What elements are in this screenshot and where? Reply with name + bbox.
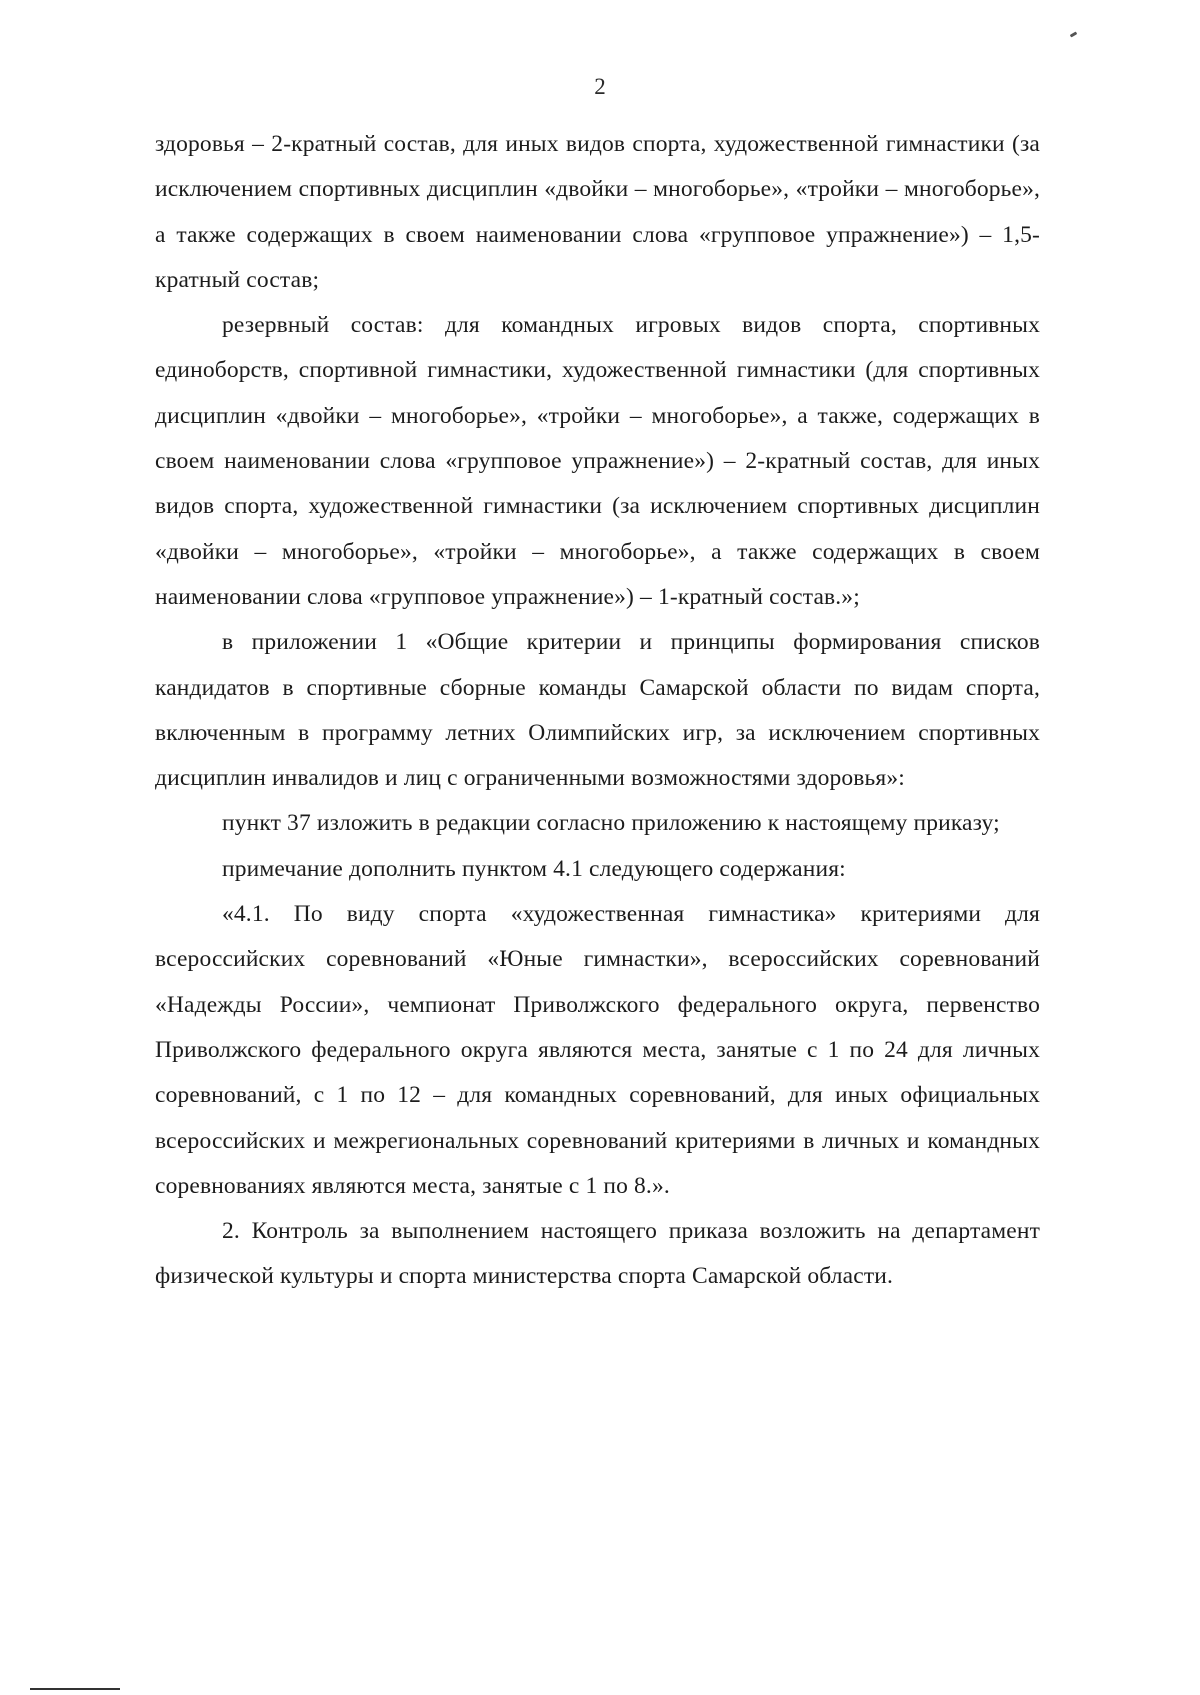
paragraph-item-37: пункт 37 изложить в редакции согласно приложению к настоящему приказу; xyxy=(222,810,1000,837)
paragraph-appendix-1: в приложении 1 «Общие критерии и принципы формирования списков кандидатов в спортивные сборные команды Самарской области по видам спорта, включенным в программу летних Олимпийских игр, за исключением спортивных дисциплин инвалидов и лиц с ограниченными возможностями здоровья»: xyxy=(155,629,1040,792)
scan-mark xyxy=(1070,31,1078,37)
paragraph-note-4-1: «4.1. По виду спорта «художественная гимнастика» критериями для всероссийских соревнований «Юные гимнастки», всероссийских соревнований «Надежды России», чемпионат Приволжского федерального округа, первенство Приволжского федерального округа являются места, занятые с 1 по 24 для личных соревнований, с 1 по 12 – для командных соревнований, для иных официальных всероссийских и межрегиональных соревнований критериями в личных и командных соревнованиях являются места, занятые с 1 по 8.». xyxy=(155,901,1040,1199)
paragraph-continuation: здоровья – 2-кратный состав, для иных видов спорта, художественной гимнастики (за исключением спортивных дисциплин «двойки – многоборье», «тройки – многоборье», а также содержащих в своем наименовании слова «групповое упражнение») – 1,5-кратный состав; xyxy=(155,131,1040,293)
page-number: 2 xyxy=(594,74,606,99)
paragraph-note-addition: примечание дополнить пунктом 4.1 следующего содержания: xyxy=(222,855,846,882)
bottom-divider xyxy=(30,1688,120,1690)
paragraph-control: 2. Контроль за выполнением настоящего приказа возложить на департамент физической культуры и спорта министерства спорта Самарской области. xyxy=(155,1218,1040,1290)
document-body xyxy=(155,122,1040,1300)
paragraph-reserve-squad: резервный состав: для командных игровых видов спорта, спортивных единоборств, спортивной гимнастики, художественной гимнастики (для спортивных дисциплин «двойки – многоборье», «тройки – многоборье», а также, содержащих в своем наименовании слова «групповое упражнение») – 2-кратный состав, для иных видов спорта, художественной гимнастики (за исключением спортивных дисциплин «двойки – многоборье», «тройки – многоборье», а также содержащих в своем наименовании слова «групповое упражнение») – 1-кратный состав.»; xyxy=(155,312,1040,610)
